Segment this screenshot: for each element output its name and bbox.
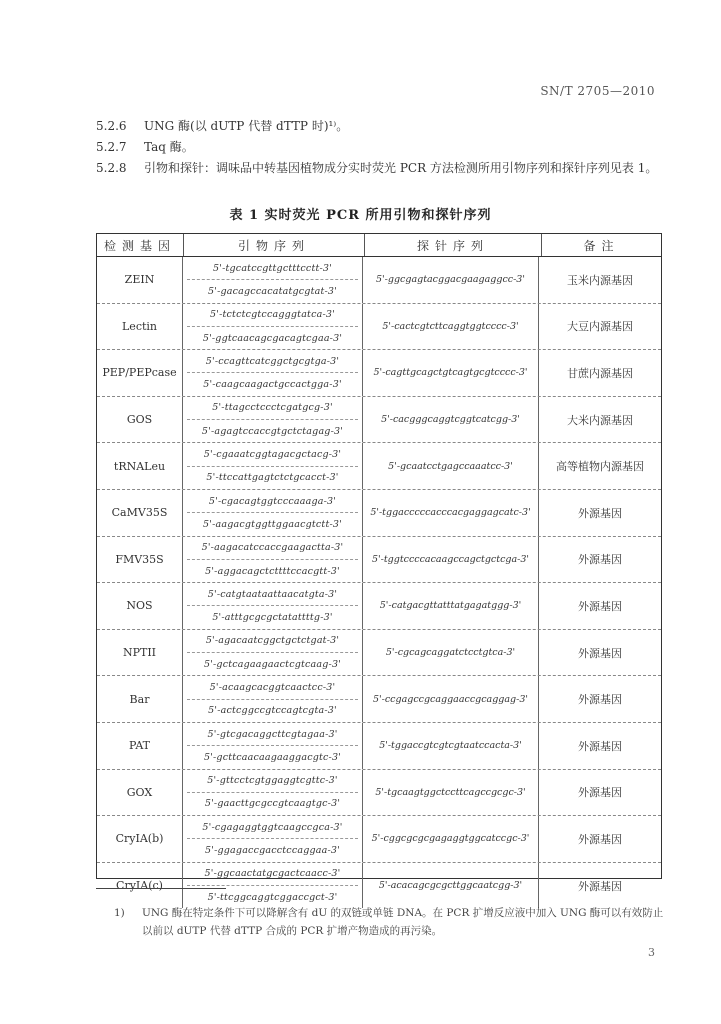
- primer-cell: [183, 397, 363, 443]
- table-row: [97, 257, 661, 304]
- primer-reverse: 5'-gctcagaagaactcgtcaag-3': [203, 658, 342, 670]
- primer-forward: 5'-ttagcctccctcgatgcg-3': [187, 397, 358, 420]
- probe-cell: 5'-tggaccgtcgtcgtaatccacta-3': [363, 723, 539, 769]
- note-cell: 外源基因: [578, 506, 622, 520]
- probe-cell: 5'-tggacccccacccacgaggagcatc-3': [363, 490, 539, 536]
- gene-cell: GOS: [97, 397, 183, 443]
- probe-cell: 5'-ggcgagtacggacgaagaggcc-3': [363, 257, 539, 303]
- probe-cell: 5'-tggtccccacaagccagctgctcga-3': [363, 537, 539, 583]
- primer-reverse: 5'-aggacagctcttttccacgtt-3': [205, 565, 340, 577]
- primer-reverse: 5'-caagcaagactgccactgga-3': [203, 379, 342, 391]
- primer-forward: 5'-aagacatccaccgaagactta-3': [187, 537, 358, 560]
- note-cell: 玉米内源基因: [567, 273, 633, 287]
- primer-reverse: 5'-agagtccaccgtgctctagag-3': [201, 425, 344, 437]
- gene-cell: CryIA(c): [97, 863, 183, 909]
- gene-cell: PEP/PEPcase: [97, 350, 183, 396]
- primer-reverse: 5'-ttccattgagtctctgcacct-3': [206, 472, 339, 484]
- gene-cell: NPTII: [97, 630, 183, 676]
- table-row: [97, 350, 661, 397]
- clause-item: [96, 116, 662, 137]
- gene-cell: GOX: [97, 770, 183, 816]
- table-row: [97, 816, 661, 863]
- probe-cell: 5'-ccgagccgcaggaaccgcaggag-3': [363, 676, 539, 722]
- primer-forward: 5'-ccagttcatcggctgcgtga-3': [187, 350, 358, 373]
- primer-forward: 5'-gtcgacaggcttcgtagaa-3': [187, 723, 358, 746]
- clause-text: 引物和探针：调味品中转基因植物成分实时荧光 PCR 方法检测所用引物序列和探针序列见表 1。: [144, 161, 658, 175]
- gene-cell: Lectin: [97, 304, 183, 350]
- gene-cell: NOS: [97, 583, 183, 629]
- primer-reverse: 5'-ggtcaacagcgacagtcgaa-3': [202, 332, 343, 344]
- primer-forward: 5'-agacaatcggctgctctgat-3': [187, 630, 358, 653]
- clause-number: 5.2.6: [96, 119, 127, 133]
- note-cell: 外源基因: [578, 786, 622, 800]
- gene-cell: FMV35S: [97, 537, 183, 583]
- gene-cell: CaMV35S: [97, 490, 183, 536]
- primer-cell: [183, 723, 363, 769]
- note-cell: 大米内源基因: [567, 413, 633, 427]
- note-cell: 外源基因: [578, 693, 622, 707]
- table-row: [97, 863, 661, 909]
- clause-text: Taq 酶。: [144, 140, 194, 154]
- probe-cell: 5'-tgcaagtggctccttcagccgcgc-3': [363, 770, 539, 816]
- note-cell: 大豆内源基因: [567, 320, 633, 334]
- primer-forward: 5'-acaagcacggtcaactcc-3': [187, 676, 358, 699]
- page-number: 3: [648, 946, 655, 959]
- table-body: [97, 257, 661, 908]
- clause-number: 5.2.7: [96, 140, 127, 154]
- primer-reverse: 5'-actcggccgtccagtcgta-3': [208, 705, 337, 717]
- clause-item: [96, 158, 662, 179]
- primer-reverse: 5'-ttcggcaggtcggaccgct-3': [207, 891, 338, 903]
- note-cell: 外源基因: [578, 879, 622, 893]
- footnote-rule: [96, 888, 226, 889]
- clause-text: UNG 酶(以 dUTP 代替 dTTP 时)¹⁾。: [144, 119, 349, 133]
- primer-reverse: 5'-gcttcaacaagaaggacgtc-3': [203, 751, 342, 763]
- standard-number: SN/T 2705—2010: [540, 84, 655, 98]
- probe-cell: 5'-cacgggcaggtcggtcatcgg-3': [363, 397, 539, 443]
- note-cell: 外源基因: [578, 832, 622, 846]
- table-row: [97, 397, 661, 444]
- table-row: [97, 443, 661, 490]
- primer-forward: 5'-ggcaactatgcgactcaacc-3': [187, 863, 358, 886]
- gene-cell: CryIA(b): [97, 816, 183, 862]
- probe-cell: 5'-gcaatcctgagccaaatcc-3': [363, 443, 539, 489]
- probe-cell: 5'-acacagcgcgcttggcaatcgg-3': [363, 863, 539, 909]
- primer-cell: [183, 304, 363, 350]
- header-primer: 引物序列: [184, 234, 365, 256]
- footnote-mark: 1): [114, 907, 125, 919]
- primer-forward: 5'-cgagaggtggtcaagccgca-3': [187, 816, 358, 839]
- table-row: [97, 583, 661, 630]
- table-row: [97, 630, 661, 677]
- primer-forward: 5'-tctctcgtccagggtatca-3': [187, 304, 358, 327]
- note-cell: 甘蔗内源基因: [567, 366, 633, 380]
- probe-cell: 5'-cagttgcagctgtcagtgcgtcccc-3': [363, 350, 539, 396]
- primer-cell: [183, 770, 363, 816]
- header-gene: 检测基因: [97, 234, 184, 256]
- primer-probe-table: [96, 233, 662, 903]
- primer-forward: 5'-tgcatccgttgctttcctt-3': [187, 257, 358, 280]
- table-title: 表 1 实时荧光 PCR 所用引物和探针序列: [229, 208, 492, 223]
- table-row: [97, 304, 661, 351]
- clause-number: 5.2.8: [96, 161, 127, 175]
- primer-forward: 5'-gttcctcgtggaggtcgttc-3': [187, 770, 358, 793]
- gene-cell: ZEIN: [97, 257, 183, 303]
- primer-forward: 5'-cgaaatcggtagacgctacg-3': [187, 443, 358, 466]
- note-cell: 外源基因: [578, 646, 622, 660]
- primer-cell: [183, 583, 363, 629]
- primer-cell: [183, 816, 363, 862]
- table-row: [97, 537, 661, 584]
- probe-cell: 5'-cactcgtcttcaggtggtcccc-3': [363, 304, 539, 350]
- header-note: 备注: [583, 238, 620, 253]
- probe-cell: 5'-cgcagcaggatctcctgtca-3': [363, 630, 539, 676]
- footnote-text: UNG 酶在特定条件下可以降解含有 dU 的双链或单链 DNA。在 PCR 扩增反应液中加入 UNG 酶可以有效防止以前以 dUTP 代替 dTTP 合成的 PCR 扩增产物造成的再污染。: [142, 907, 664, 937]
- note-cell: 外源基因: [578, 739, 622, 753]
- table-row: [97, 490, 661, 537]
- primer-forward: 5'-catgtaataattaacatgta-3': [187, 583, 358, 606]
- clause-item: [96, 137, 662, 158]
- table-row: [97, 723, 661, 770]
- primer-cell: [183, 490, 363, 536]
- primer-reverse: 5'-gacagccacatatgcgtat-3': [208, 285, 337, 297]
- primer-cell: [183, 257, 363, 303]
- header-probe: 探针序列: [365, 234, 542, 256]
- primer-reverse: 5'-atttgcgcgctatattttg-3': [212, 612, 333, 624]
- probe-cell: 5'-catgacgttatttatgagatggg-3': [363, 583, 539, 629]
- primer-reverse: 5'-ggagaccgacctccaggaa-3': [205, 845, 340, 857]
- note-cell: 外源基因: [578, 599, 622, 613]
- note-cell: 外源基因: [578, 553, 622, 567]
- gene-cell: PAT: [97, 723, 183, 769]
- clauses: [96, 116, 662, 179]
- primer-reverse: 5'-gaacttgcgccgtcaagtgc-3': [204, 798, 341, 810]
- note-cell: 高等植物内源基因: [556, 460, 644, 474]
- gene-cell: Bar: [97, 676, 183, 722]
- footnote: [114, 904, 664, 940]
- primer-forward: 5'-cgacagtggtcccaaaga-3': [187, 490, 358, 513]
- primer-cell: [183, 676, 363, 722]
- probe-cell: 5'-cggcgcgcgagaggtggcatccgc-3': [363, 816, 539, 862]
- table-header-row: [97, 234, 661, 257]
- primer-cell: [183, 443, 363, 489]
- primer-cell: [183, 537, 363, 583]
- primer-reverse: 5'-aagacgtggttggaacgtctt-3': [203, 518, 342, 530]
- primer-cell: [183, 630, 363, 676]
- primer-cell: [183, 863, 363, 909]
- primer-cell: [183, 350, 363, 396]
- table-row: [97, 770, 661, 817]
- gene-cell: tRNALeu: [97, 443, 183, 489]
- table-row: [97, 676, 661, 723]
